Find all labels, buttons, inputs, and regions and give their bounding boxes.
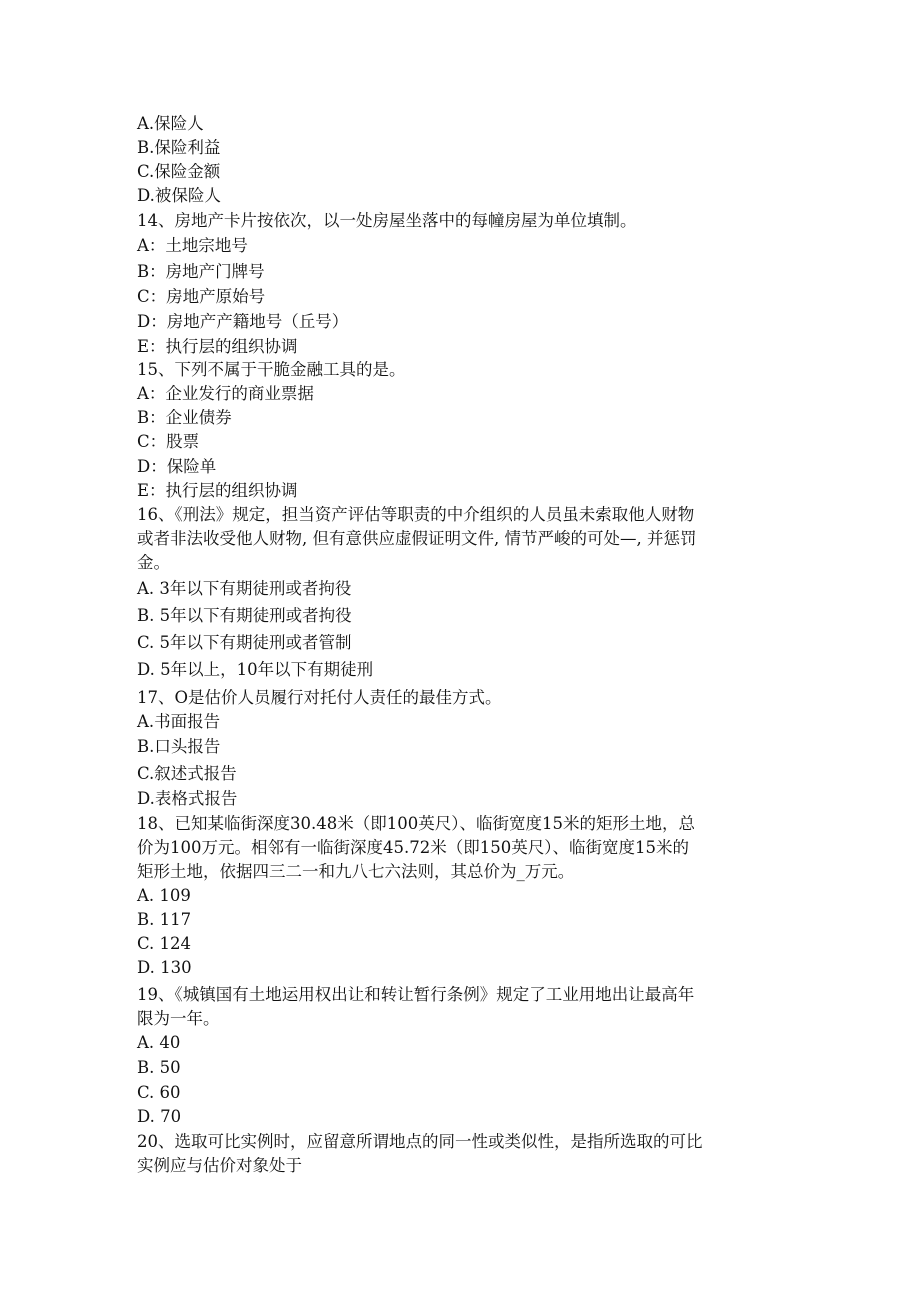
option-a-q13: A.保险人 — [137, 114, 204, 133]
option-d-q17: D.表格式报告 — [137, 789, 238, 808]
option-d-q14: D：房地产产籍地号（丘号） — [137, 312, 349, 331]
option-c-q19: C. 60 — [137, 1083, 181, 1102]
option-b-q17: B.口头报告 — [137, 737, 221, 756]
question-19-line-1: 19、《城镇国有土地运用权出让和转让暂行条例》规定了工业用地出让最高年 — [137, 985, 695, 1004]
question-16-line-3: 金。 — [137, 553, 170, 572]
option-b-q19: B. 50 — [137, 1058, 181, 1077]
question-17: 17、O是估价人员履行对托付人责任的最佳方式。 — [137, 688, 502, 707]
option-c-q18: C. 124 — [137, 934, 192, 953]
question-18-line-2: 价为100万元。相邻有一临街深度45.72米（即150英尺）、临街宽度15米的 — [137, 838, 689, 857]
question-18-line-1: 18、已知某临街深度30.48米（即100英尺）、临街宽度15米的矩形土地，总 — [137, 814, 695, 833]
option-c-q13: C.保险金额 — [137, 162, 221, 181]
option-d-q13: D.被保险人 — [137, 186, 221, 205]
option-b-q15: B：企业债券 — [137, 408, 232, 427]
question-16-line-1: 16、《刑法》规定，担当资产评估等职责的中介组织的人员虽未索取他人财物 — [137, 505, 695, 524]
option-a-q14: A：土地宗地号 — [137, 236, 248, 255]
option-a-q18: A. 109 — [137, 886, 191, 905]
option-a-q15: A：企业发行的商业票据 — [137, 384, 314, 403]
question-18-line-3: 矩形土地，依据四三二一和九八七六法则，其总价为_万元。 — [137, 862, 575, 881]
option-d-q16: D. 5年以上，10年以下有期徒刑 — [137, 660, 374, 679]
option-d-q19: D. 70 — [137, 1107, 182, 1126]
option-c-q16: C. 5年以下有期徒刑或者管制 — [137, 633, 352, 652]
question-20-line-2: 实例应与估价对象处于 — [137, 1156, 302, 1175]
option-d-q18: D. 130 — [137, 958, 192, 977]
option-c-q17: C.叙述式报告 — [137, 764, 237, 783]
option-c-q14: C：房地产原始号 — [137, 287, 266, 306]
question-15: 15、下列不属于干脆金融工具的是。 — [137, 360, 406, 379]
option-b-q13: B.保险利益 — [137, 138, 221, 157]
option-e-q14: E：执行层的组织协调 — [137, 337, 298, 356]
option-c-q15: C：股票 — [137, 432, 200, 451]
question-14: 14、房地产卡片按依次，以一处房屋坐落中的每幢房屋为单位填制。 — [137, 211, 637, 230]
option-d-q15: D：保险单 — [137, 457, 217, 476]
option-a-q16: A. 3年以下有期徒刑或者拘役 — [137, 579, 352, 598]
question-19-line-2: 限为一年。 — [137, 1009, 220, 1028]
question-20-line-1: 20、选取可比实例时，应留意所谓地点的同一性或类似性，是指所选取的可比 — [137, 1132, 703, 1151]
option-e-q15: E：执行层的组织协调 — [137, 481, 298, 500]
option-a-q17: A.书面报告 — [137, 712, 221, 731]
question-16-line-2: 或者非法收受他人财物, 但有意供应虚假证明文件, 情节严峻的可处—, 并惩罚 — [137, 529, 697, 548]
option-b-q14: B：房地产门牌号 — [137, 262, 265, 281]
option-b-q16: B. 5年以下有期徒刑或者拘役 — [137, 606, 352, 625]
option-a-q19: A. 40 — [137, 1033, 181, 1052]
option-b-q18: B. 117 — [137, 910, 192, 929]
